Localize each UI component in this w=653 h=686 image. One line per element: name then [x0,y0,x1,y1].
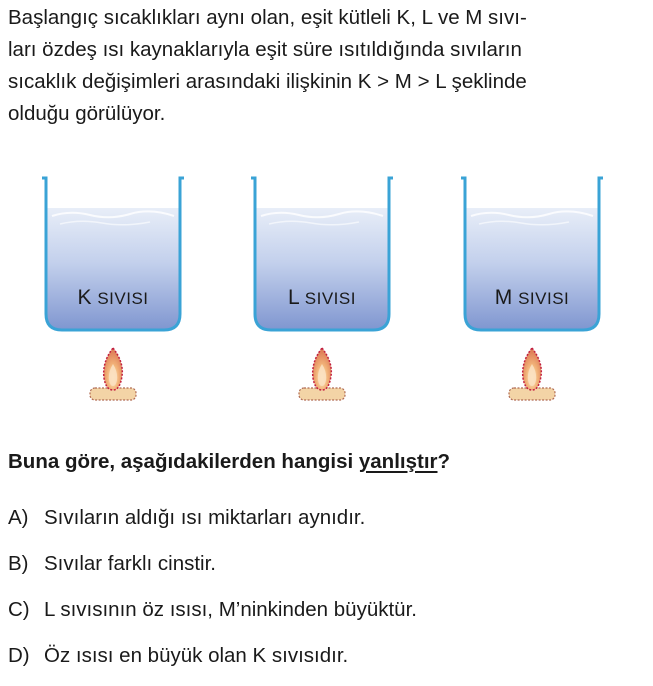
intro-line: ları özdeş ısı kaynaklarıyla eşit süre ısıtıldığında sıvıların [8,38,522,61]
question-emphasis: yanlıştır [358,450,438,473]
option-letter: D) [8,644,30,667]
liquid-fill [465,208,599,330]
option-c[interactable] [8,598,417,622]
option-text: Sıvıların aldığı ısı miktarları aynıdır. [44,506,366,529]
liquid-fill [46,208,180,330]
option-letter: A) [8,506,29,529]
beaker-k-group [40,172,186,404]
question-prefix: Buna göre, aşağıdakilerden hangisi [8,450,359,473]
intro-line: Başlangıç sıcaklıkları aynı olan, eşit kütleli K, L ve M sıvı- [8,6,527,29]
beaker-m-label: M SIVISI [494,286,570,309]
burner-icon [509,348,555,400]
intro-paragraph [8,2,648,130]
option-text: Öz ısısı en büyük olan K sıvısıdır. [44,644,349,667]
option-b[interactable] [8,552,216,576]
beaker-l-label: L SIVISI [288,286,356,309]
option-text: L sıvısının öz ısısı, M’ninkinden büyüktür. [44,598,417,621]
burner-icon [90,348,136,400]
intro-line: olduğu görülüyor. [8,102,166,125]
beaker-l-group [249,172,395,404]
option-d[interactable] [8,644,348,668]
option-a[interactable] [8,506,365,530]
beaker-k-label: K SIVISI [77,286,149,309]
option-letter: C) [8,598,30,621]
beaker-m-group [459,172,605,404]
intro-line: sıcaklık değişimleri arasındaki ilişkinin K > M > L şeklinde [8,70,527,93]
burner-icon [299,348,345,400]
option-letter: B) [8,552,29,575]
liquid-fill [255,208,389,330]
option-text: Sıvılar farklı cinstir. [44,552,217,575]
question-stem [8,450,450,474]
question-suffix: ? [437,450,451,473]
